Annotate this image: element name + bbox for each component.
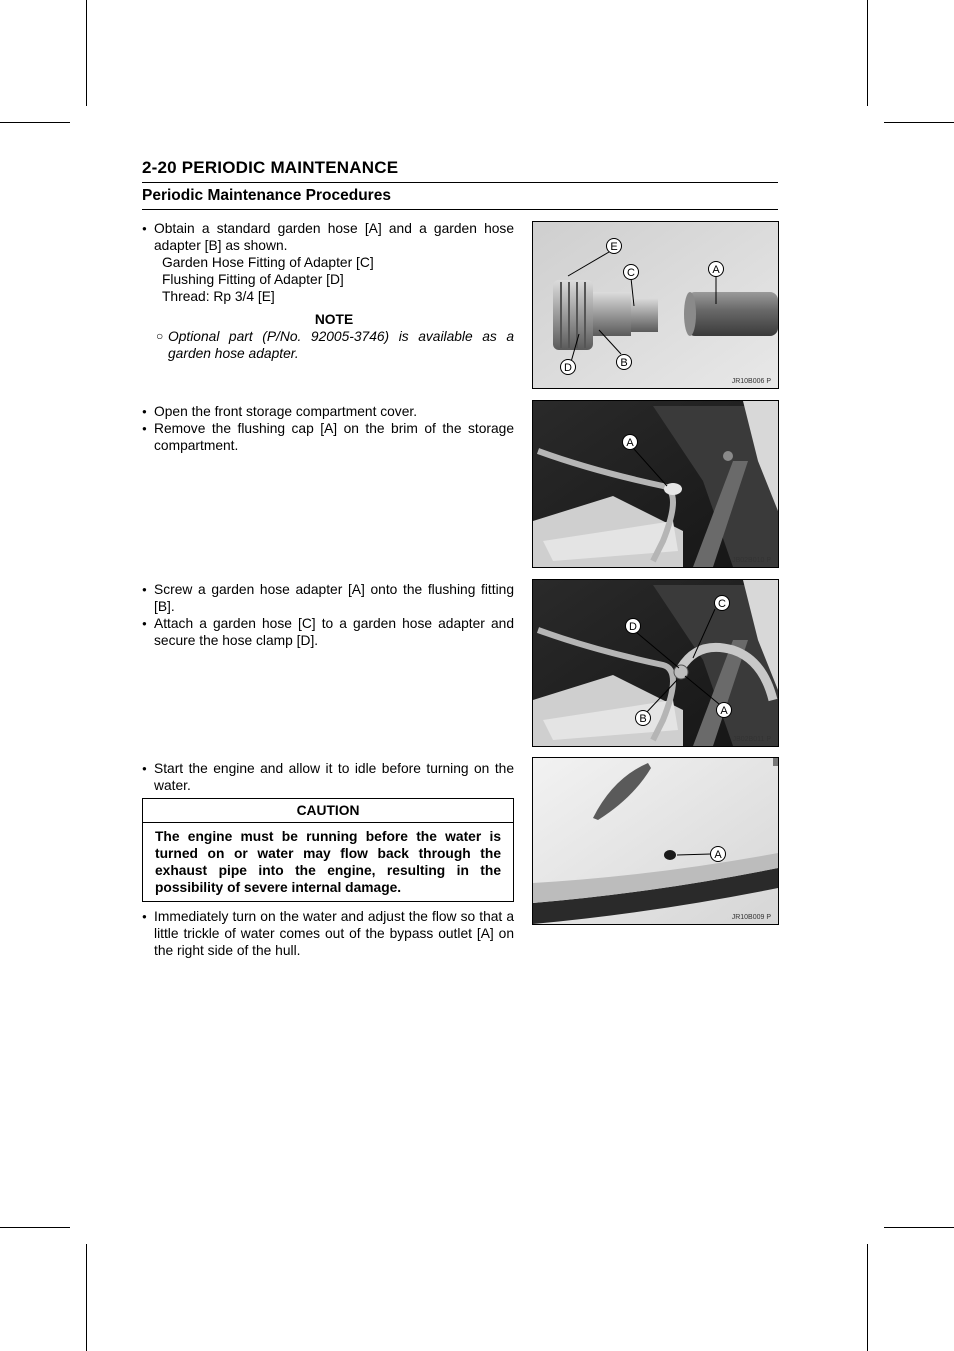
svg-text:E: E — [610, 241, 618, 253]
figure-bypass-outlet — [532, 757, 779, 925]
sub-item: Garden Hose Fitting of Adapter [C] — [162, 255, 374, 270]
sub-item: Thread: Rp 3/4 [E] — [162, 289, 275, 304]
caution-heading: CAUTION — [143, 799, 513, 823]
crop-mark — [867, 0, 868, 106]
header-rule — [142, 209, 778, 210]
figure-code: JB02B010 P — [732, 557, 771, 564]
figure-code: JR10B009 P — [731, 914, 771, 921]
callout-a — [709, 262, 724, 277]
bullet-item: ● Open the front storage compartment cover. — [142, 403, 514, 420]
bullet-item: ● Attach a garden hose [C] to a garden hose adapter and secure the hose clamp [D]. — [142, 615, 514, 649]
section-hose-adapter — [142, 220, 514, 362]
svg-text:A: A — [712, 264, 720, 276]
page-title: 2-20 PERIODIC MAINTENANCE — [142, 158, 399, 177]
bullet-item: ● Remove the flushing cap [A] on the brim of the storage compartment. — [142, 420, 514, 454]
crop-mark — [884, 122, 954, 123]
callout-c — [715, 596, 730, 611]
bullet-item: ● Start the engine and allow it to idle before turning on the water. — [142, 760, 514, 794]
svg-text:B: B — [620, 357, 628, 369]
note-text — [142, 328, 514, 362]
section-start-engine — [142, 760, 514, 959]
figure-code: JB02B011 P — [732, 736, 771, 743]
crop-mark — [884, 1227, 954, 1228]
svg-text:B: B — [639, 713, 647, 725]
callout-a — [711, 847, 726, 862]
section-flushing-cap — [142, 403, 514, 454]
figure-hose-adapter — [532, 221, 779, 389]
callout-d — [561, 360, 576, 375]
svg-text:A: A — [626, 437, 634, 449]
svg-text:A: A — [720, 705, 728, 717]
svg-text:C: C — [718, 598, 726, 610]
note-content: Optional part (P/No. 92005-3746) is available as a garden hose adapter. — [168, 329, 514, 361]
crop-mark — [867, 1244, 868, 1351]
crop-mark — [86, 1244, 87, 1351]
callout-a — [717, 703, 732, 718]
bullet-item: ● Screw a garden hose adapter [A] onto the flushing fitting [B]. — [142, 581, 514, 615]
caution-text: The engine must be running before the water is turned on or water may flow back through the exhaust pipe into the engine, resulting in the possibility of severe internal damage. — [155, 829, 501, 895]
svg-text:D: D — [564, 362, 572, 374]
callout-a — [623, 435, 638, 450]
section-attach-hose — [142, 581, 514, 649]
page-header — [142, 156, 778, 210]
figure-hose-attached — [532, 579, 779, 747]
crop-mark — [0, 1227, 70, 1228]
svg-text:A: A — [714, 849, 722, 861]
callout-b — [617, 355, 632, 370]
callout-e — [607, 239, 622, 254]
callout-d — [626, 619, 641, 634]
callout-b — [636, 711, 651, 726]
svg-text:C: C — [627, 267, 635, 279]
figure-code: JR10B006 P — [731, 378, 771, 385]
section-title: Periodic Maintenance Procedures — [142, 187, 391, 204]
sub-item: Flushing Fitting of Adapter [D] — [162, 272, 344, 287]
svg-text:D: D — [629, 621, 637, 633]
callout-c — [624, 265, 639, 280]
crop-mark — [86, 0, 87, 106]
figure-storage-compartment — [532, 400, 779, 568]
note-heading: NOTE — [314, 312, 354, 327]
bullet-item: ● Obtain a standard garden hose [A] and a garden hose adapter [B] as shown. — [142, 220, 514, 254]
crop-mark — [0, 122, 70, 123]
note-symbol: ○ — [156, 329, 164, 343]
caution-box — [142, 798, 514, 902]
bullet-item: ● Immediately turn on the water and adjust the flow so that a little trickle of water comes out of the bypass outlet [A] on the right side of the hull. — [142, 908, 514, 959]
